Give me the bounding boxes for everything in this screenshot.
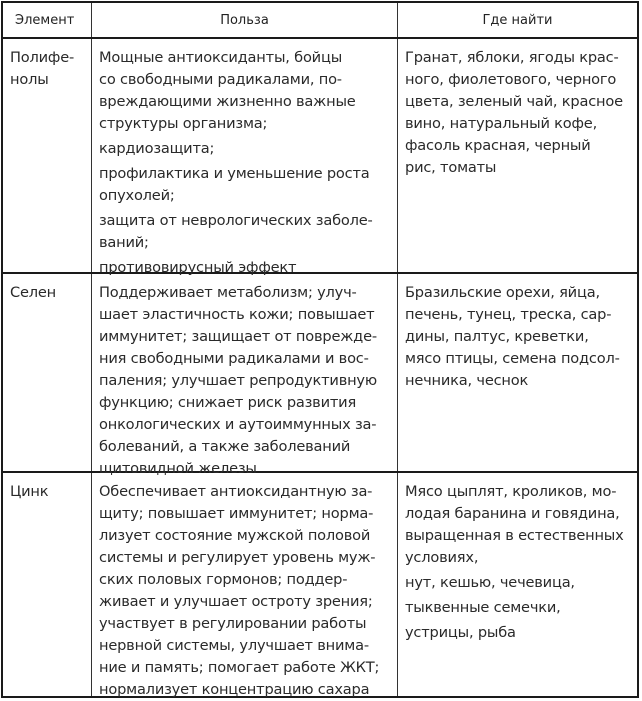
benefit-text-line: системы и регулирует уровень муж- [99, 549, 376, 566]
benefit-text-line: кардиозащита; [99, 140, 215, 157]
element-cell [3, 473, 92, 696]
table-row [3, 39, 637, 274]
benefit-cell [92, 39, 398, 276]
source-text-line: фасоль красная, черный [405, 137, 591, 154]
source-text-line: ного, фиолетового, черного [405, 71, 617, 88]
benefit-text-line: противовирусный эффект [99, 259, 297, 276]
source-text-line: цвета, зеленый чай, красное [405, 93, 623, 110]
benefit-text-line: шает эластичность кожи; повышает [99, 306, 375, 323]
sources-cell [398, 473, 637, 696]
header-element: Элемент [3, 3, 92, 37]
table-row [3, 473, 637, 696]
benefit-text-line: функцию; снижает риск развития [99, 394, 357, 411]
benefit-text-line: живает и улучшает остроту зрения; [99, 593, 373, 610]
benefit-cell [92, 473, 398, 696]
benefit-text-line: со свободными радикалами, по- [99, 71, 342, 88]
source-text-line: Гранат, яблоки, ягоды крас- [405, 49, 619, 66]
benefit-text-line: щитовидной железы [99, 460, 257, 477]
benefit-text-line: ваний; [99, 234, 149, 251]
benefit-text-line: Обеспечивает антиоксидантную за- [99, 483, 373, 500]
benefit-text-line: лизует состояние мужской половой [99, 527, 371, 544]
element-cell [3, 39, 92, 272]
table-header-row [3, 3, 637, 39]
benefit-text-line: ние и память; помогает работе ЖКТ; [99, 659, 380, 676]
benefit-text-line: Поддерживает метаболизм; улуч- [99, 284, 357, 301]
benefit-text-line: щиту; повышает иммунитет; норма- [99, 505, 374, 522]
source-text-line: Бразильские орехи, яйца, [405, 284, 600, 301]
benefit-text-line: паления; улучшает репродуктивную [99, 372, 377, 389]
benefit-text-line: участвует в регулировании работы [99, 615, 367, 632]
benefit-text-line: болеваний, а также заболеваний [99, 438, 351, 455]
source-text-line: нечника, чеснок [405, 372, 529, 389]
benefit-text-line: опухолей; [99, 187, 175, 204]
source-text-line: Мясо цыплят, кроликов, мо- [405, 483, 617, 500]
benefit-text-line: нормализует концентрацию сахара [99, 681, 370, 698]
source-text-line: мясо птицы, семена подсол- [405, 350, 620, 367]
source-text-line: рис, томаты [405, 159, 497, 176]
benefit-text-line: ских половых гормонов; поддер- [99, 571, 348, 588]
benefit-cell [92, 274, 398, 477]
benefit-text-line: нервной системы, улучшает внима- [99, 637, 369, 654]
benefit-text-line: ния свободными радикалами и вос- [99, 350, 369, 367]
header-benefit: Польза [92, 3, 398, 37]
header-sources: Где найти [482, 12, 553, 28]
benefit-text-line: онкологических и аутоиммунных за- [99, 416, 377, 433]
source-text-line: условиях, [405, 549, 479, 566]
source-text-line: лодая баранина и говядина, [405, 505, 620, 522]
source-text-line: нут, кешью, чечевица, [405, 574, 575, 591]
source-text-line: печень, тунец, треска, сар- [405, 306, 612, 323]
table-row [3, 274, 637, 477]
source-text-line: устрицы, рыба [405, 624, 516, 641]
source-text-line: тыквенные семечки, [405, 599, 561, 616]
benefit-text-line: профилактика и уменьшение роста [99, 165, 370, 182]
element-name-line: Селен [10, 284, 57, 301]
benefit-text-line: защита от неврологических заболе- [99, 212, 373, 229]
benefit-text-line: структуры организма; [99, 115, 268, 132]
element-name-line: Полифе- [10, 49, 75, 66]
source-text-line: выращенная в естественных [405, 527, 624, 544]
benefit-text-line: Мощные антиоксиданты, бойцы [99, 49, 343, 66]
sources-cell [398, 274, 637, 471]
element-cell [3, 274, 92, 471]
nutrients-table [1, 1, 639, 698]
element-name-line: Цинк [10, 483, 49, 500]
benefit-text-line: иммунитет; защищает от поврежде- [99, 328, 377, 345]
benefit-text-line: вреждающими жизненно важные [99, 93, 356, 110]
sources-cell [398, 39, 637, 272]
element-name-line: нолы [10, 71, 49, 88]
source-text-line: дины, палтус, креветки, [405, 328, 589, 345]
source-text-line: вино, натуральный кофе, [405, 115, 598, 132]
